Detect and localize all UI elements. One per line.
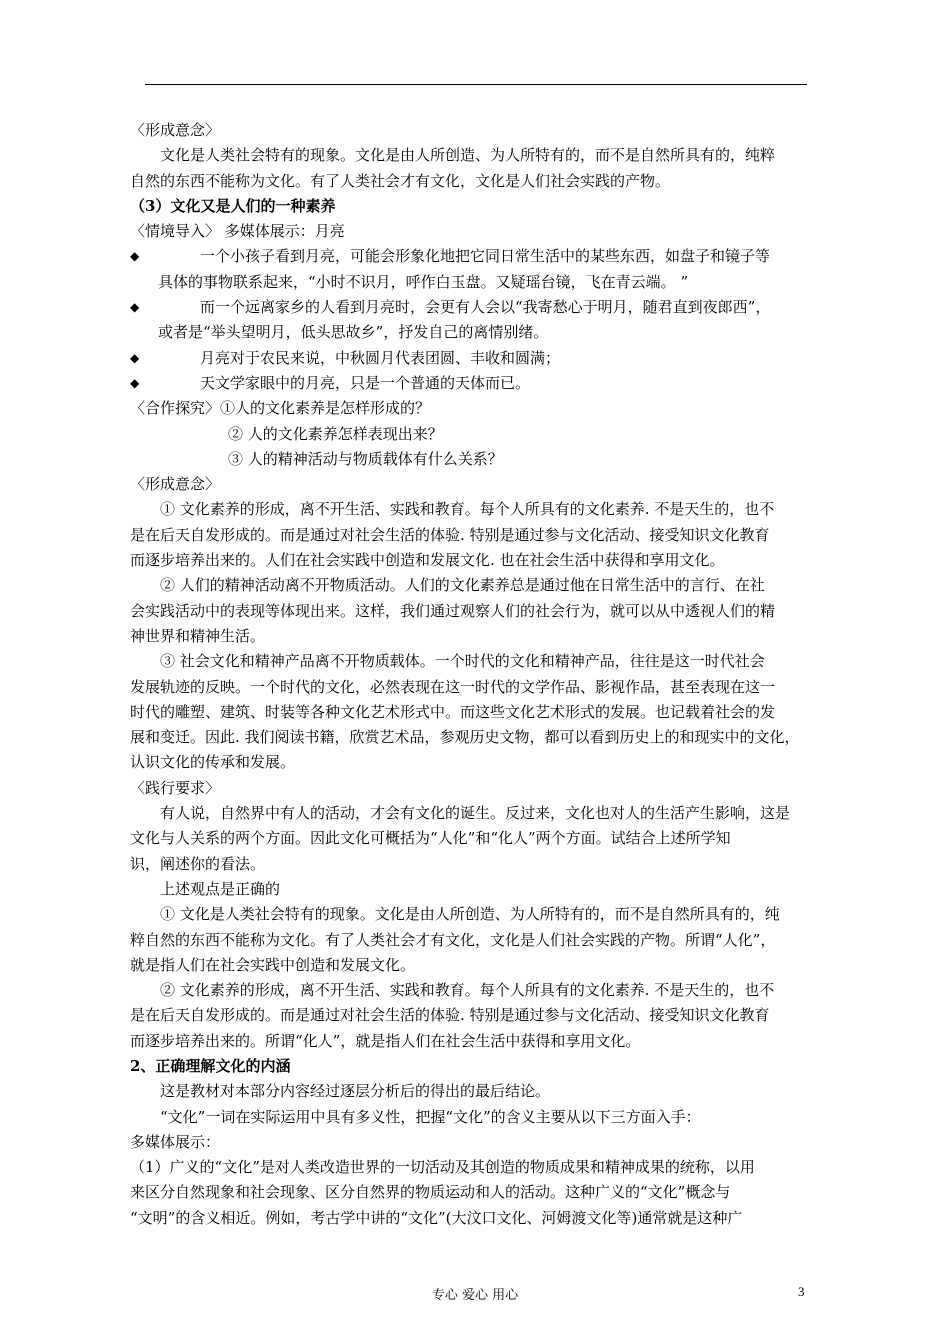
paragraph-line: “文明”的含义相近。例如，考古学中讲的“文化”(大汶口文化、河姆渡文化等)通常就是这种广: [130, 1208, 743, 1227]
paragraph-line: 时代的雕塑、建筑、时装等各种文化艺术形式中。而这些文化艺术形式的发展。也记载着社会的发: [130, 702, 776, 721]
page-number: 3: [798, 1284, 805, 1299]
paragraph-line: 来区分自然现象和社会现象、区分自然界的物质运动和人的活动。这种广义的“文化”概念与: [130, 1183, 731, 1202]
bullet-icon: ◆: [130, 375, 140, 390]
bullet-item: ◆ 月亮对于农民来说，中秋圆月代表团圆、丰收和圆满；: [130, 346, 838, 371]
label-multimedia: 多媒体展示：: [130, 1132, 221, 1151]
paragraph-line: ③ 社会文化和精神产品离不开物质载体。一个时代的文化和精神产品，往往是这一时代社会: [160, 652, 765, 671]
section-heading: （3）文化又是人们的一种素养: [130, 196, 336, 215]
paragraph-line: 文化是人类社会特有的现象。文化是由人所创造、为人所特有的，而不是自然所具有的，纯粹: [160, 146, 776, 165]
paragraph-line: 神世界和精神生活。: [130, 626, 266, 645]
paragraph-line: 发展轨迹的反映。一个时代的文化，必然表现在这一时代的文学作品、影视作品，甚至表现在这一: [130, 677, 776, 696]
label-forming-idea: 〈形成意念〉: [130, 475, 221, 494]
paragraph-line: ② 文化素养的形成，离不开生活、实践和教育。每个人所具有的文化素养. 不是天生的，也不: [160, 981, 775, 1000]
paragraph-line: 是在后天自发形成的。而是通过对社会生活的体验. 特别是通过参与文化活动、接受知识文化教育: [130, 1006, 770, 1025]
paragraph-line: （1）广义的“文化”是对人类改造世界的一切活动及其创造的物质成果和精神成果的统称，以用: [130, 1158, 755, 1177]
paragraph-line: 文化与人关系的两个方面。因此文化可概括为“人化”和“化人”两个方面。试结合上述所学知: [130, 829, 731, 848]
label-practice-requirement: 〈践行要求〉: [130, 778, 221, 797]
paragraph-line: “文化”一词在实际运用中具有多义性，把握“文化”的含义主要从以下三方面入手：: [160, 1107, 701, 1126]
label-cooperative-inquiry: 〈合作探究〉①人的文化素养是怎样形成的？: [130, 399, 431, 418]
paragraph-line: 粹自然的东西不能称为文化。有了人类社会才有文化，文化是人们社会实践的产物。所谓“人化”，: [130, 930, 776, 949]
header-rule: [145, 84, 807, 85]
paragraph-line: 这是教材对本部分内容经过逐层分析后的得出的最后结论。: [160, 1082, 551, 1101]
paragraph-line: 展和变迁。因此. 我们阅读书籍，欣赏艺术品，参观历史文物，都可以看到历史上的和现实中的文化，: [130, 728, 800, 747]
paragraph-line: 而逐步培养出来的。人们在社会实践中创造和发展文化. 也在社会生活中获得和享用文化。: [130, 551, 725, 570]
bullet-continuation: 具体的事物联系起来，“小时不识月，呼作白玉盘。又疑瑶台镜，飞在青云端。 ”: [158, 272, 689, 291]
paragraph-line: ① 文化素养的形成，离不开生活、实践和教育。每个人所具有的文化素养. 不是天生的，也不: [160, 500, 775, 519]
bullet-icon: ◆: [130, 350, 140, 365]
paragraph-line: 会实践活动中的表现等体现出来。这样，我们通过观察人们的社会行为，就可以从中透视人们的精: [130, 601, 776, 620]
question-item: ② 人的文化素养怎样表现出来？: [228, 424, 443, 443]
section-heading: 2、正确理解文化的内涵: [130, 1056, 291, 1075]
bullet-icon: ◆: [130, 300, 140, 315]
bullet-continuation: 或者是“举头望明月，低头思故乡”，抒发自己的离情别绪。: [158, 323, 549, 342]
paragraph-line: 是在后天自发形成的。而是通过对社会生活的体验. 特别是通过参与文化活动、接受知识文化教育: [130, 525, 770, 544]
paragraph-line: 上述观点是正确的: [160, 879, 281, 898]
paragraph-line: ① 文化是人类社会特有的现象。文化是由人所创造、为人所特有的，而不是自然所具有的，纯: [160, 905, 780, 924]
bullet-item: ◆ 而一个远离家乡的人看到月亮时，会更有人会以“我寄愁心于明月，随君直到夜郎西”，: [130, 295, 838, 320]
footer-text: 专心 爱心 用心: [431, 1288, 519, 1303]
page-body: [130, 118, 838, 1231]
paragraph-line: ② 人们的精神活动离不开物质活动。人们的文化素养总是通过他在日常生活中的言行、在社: [160, 576, 765, 595]
label-scenario: 〈情境导入〉 多媒体展示：月亮: [130, 222, 345, 241]
question-item: ③ 人的精神活动与物质载体有什么关系？: [228, 449, 503, 468]
paragraph-line: 而逐步培养出来的。所谓“化人”，就是指人们在社会生活中获得和享用文化。: [130, 1031, 641, 1050]
label-forming-idea: 〈形成意念〉: [130, 121, 221, 139]
paragraph-line: 就是指人们在社会实践中创造和发展文化。: [130, 955, 416, 974]
paragraph-line: 有人说，自然界中有人的活动，才会有文化的诞生。反过来，文化也对人的生活产生影响，这是: [160, 804, 791, 823]
paragraph-line: 认识文化的传承和发展。: [130, 753, 296, 772]
bullet-item: ◆ 一个小孩子看到月亮，可能会形象化地把它同日常生活中的某些东西，如盘子和镜子等: [130, 244, 838, 269]
bullet-item: ◆ 天文学家眼中的月亮，只是一个普通的天体而已。: [130, 371, 838, 396]
bullet-icon: ◆: [130, 249, 140, 264]
paragraph-line: 识，阐述你的看法。: [130, 854, 266, 873]
page-footer: [0, 1284, 950, 1304]
paragraph-line: 自然的东西不能称为文化。有了人类社会才有文化，文化是人们社会实践的产物。: [130, 171, 671, 190]
